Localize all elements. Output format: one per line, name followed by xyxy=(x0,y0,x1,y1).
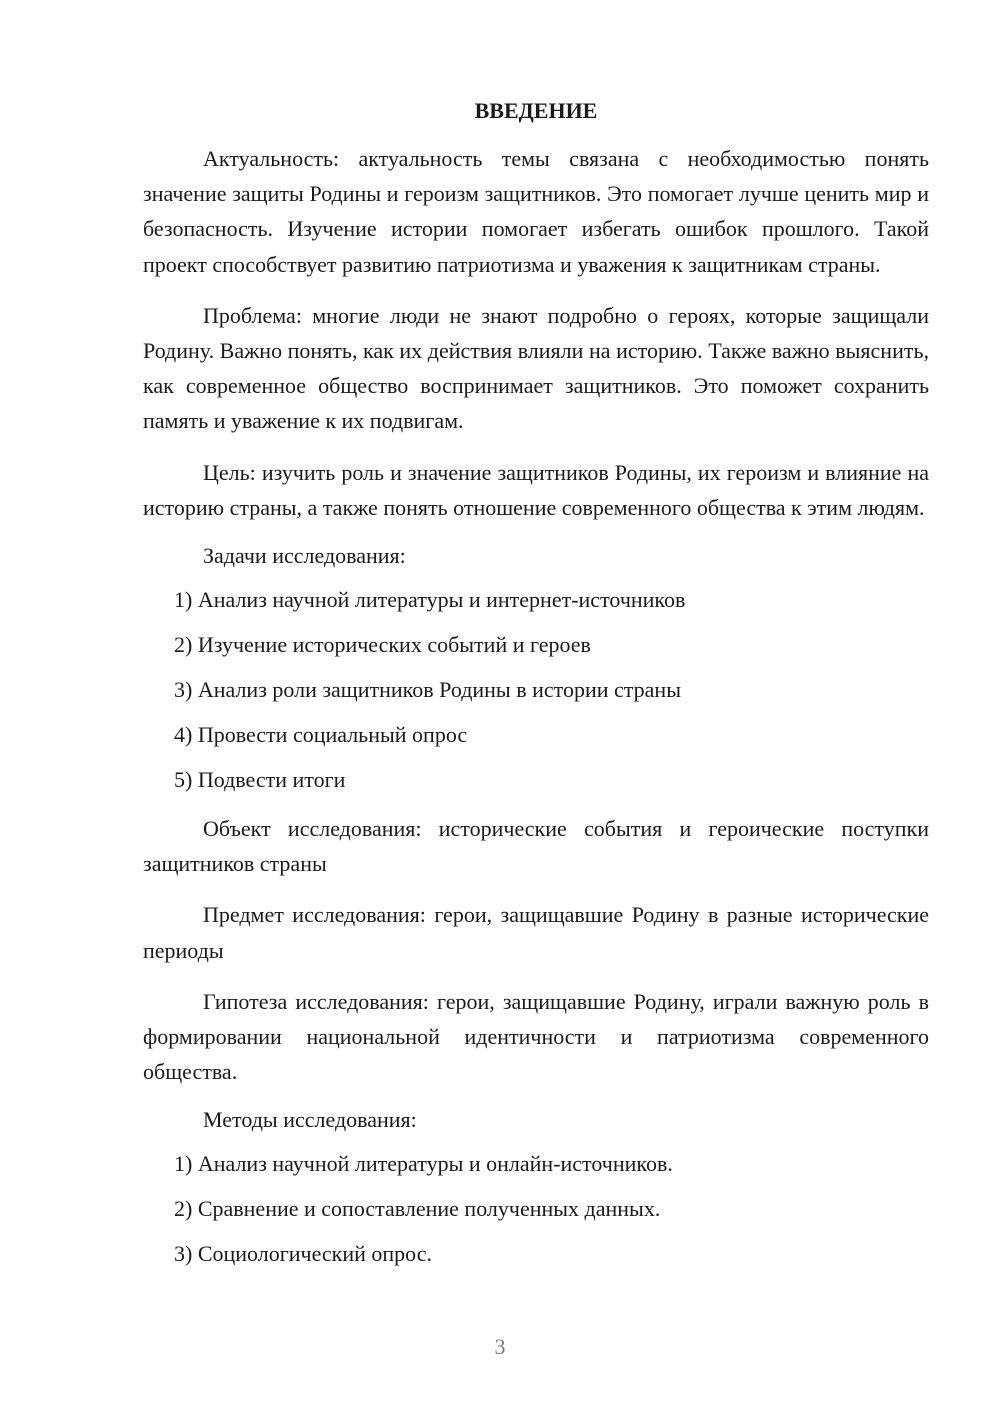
subject-paragraph: Предмет исследования: герои, защищавшие Родину в разные исторические периоды xyxy=(143,902,929,963)
methods-heading: Методы исследования: xyxy=(203,1107,417,1133)
problem-paragraph: Проблема: многие люди не знают подробно о героях, которые защищали Родину. Важно понять, как их действия влияли на историю. Также важно выяснить, как современное общество воспринимает защитников. Это поможет сохранить память и уважение к их подвигам. xyxy=(143,302,929,434)
goal-paragraph: Цель: изучить роль и значение защитников Родины, их героизм и влияние на историю страны, а также понять отношение современного общества к этим людям. xyxy=(143,459,929,520)
task-item: 3) Анализ роли защитников Родины в истории страны xyxy=(174,677,681,703)
page-number: 3 xyxy=(494,1334,506,1359)
section-title: ВВЕДЕНИЕ xyxy=(474,98,598,123)
methods-list xyxy=(143,1149,929,1269)
tasks-list xyxy=(143,585,929,795)
relevance-paragraph: Актуальность: актуальность темы связана с необходимостью понять значение защиты Родины и героизм защитников. Это помогает лучше ценить мир и безопасность. Изучение истории помогает избегать ошибок прошлого. Такой проект способствует развитию патриотизма и уважения к защитникам страны. xyxy=(143,146,929,277)
task-item: 2) Изучение исторических событий и героев xyxy=(174,632,591,658)
method-item: 2) Сравнение и сопоставление полученных данных. xyxy=(174,1196,661,1222)
object-paragraph: Объект исследования: исторические события и героические поступки защитников страны xyxy=(143,816,929,877)
task-item: 1) Анализ научной литературы и интернет-источников xyxy=(174,587,686,613)
task-item: 5) Подвести итоги xyxy=(174,767,346,793)
tasks-heading: Задачи исследования: xyxy=(203,543,406,569)
method-item: 3) Социологический опрос. xyxy=(174,1241,432,1267)
method-item: 1) Анализ научной литературы и онлайн-источников. xyxy=(174,1151,673,1177)
hypothesis-paragraph: Гипотеза исследования: герои, защищавшие Родину, играли важную роль в формировании национальной идентичности и патриотизма современного общества. xyxy=(143,988,929,1085)
page-body xyxy=(143,96,929,1269)
task-item: 4) Провести социальный опрос xyxy=(174,722,468,748)
